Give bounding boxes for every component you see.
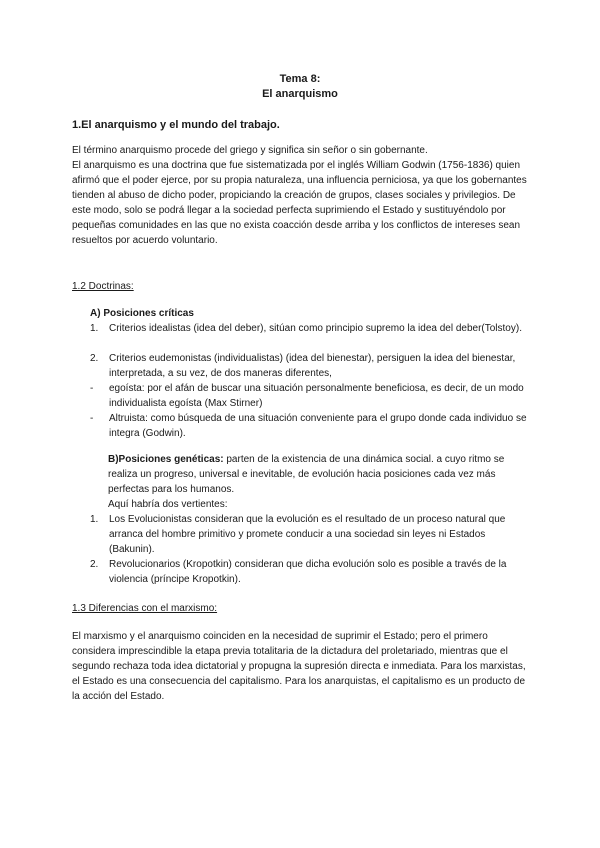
list-item-text: Revolucionarios (Kropotkin) consideran que dicha evolución solo es posible a través de la violencia (príncipe Kropotkin).: [109, 559, 507, 585]
list-marker: -: [90, 383, 94, 394]
document-title-line1: Tema 8:: [279, 73, 321, 85]
list-item-text: egoísta: por el afán de buscar una situación personalmente beneficiosa, es decir, de un modo individualista egoísta (Max Stirner): [109, 383, 524, 409]
list-item-text: Altruista: como búsqueda de una situación conveniente para el grupo donde cada individuo se integra (Godwin).: [109, 413, 527, 439]
list-item: [90, 411, 530, 441]
section3-heading: 1.3 Diferencias con el marxismo:: [72, 603, 218, 614]
subsection-b-heading: B)Posiciones genéticas:: [108, 454, 224, 465]
list-item-text: Los Evolucionistas consideran que la evolución es el resultado de un proceso natural que arranca del hombre primitivo y promete conducir a una sociedad sin leyes ni Estados (Bakunin).: [109, 514, 506, 555]
section1-paragraph-1: El término anarquismo procede del griego y significa sin señor o sin gobernante.: [72, 145, 428, 156]
list-item: [90, 512, 530, 557]
section2-heading: 1.2 Doctrinas:: [72, 281, 134, 292]
section1-heading: 1.El anarquismo y el mundo del trabajo.: [72, 119, 280, 131]
list-item: [90, 351, 530, 381]
list-item-text: Criterios eudemonistas (individualistas) (idea del bienestar), persiguen la idea del bienestar, interpretada, a su vez, de dos maneras diferentes,: [109, 353, 516, 379]
section1-paragraph-2: El anarquismo es una doctrina que fue sistematizada por el inglés William Godwin (1756-1836) quien afirmó que el poder ejerce, por su propia naturaleza, una influencia perniciosa, ya que los gobernantes tienden al abuso de dicho poder, propiciando la creación de grupos, clases sociales y privilegios. De este modo, solo se podrá llegar a la sociedad perfecta suprimiendo el Estado y sustituyéndolo por pequeñas comunidades en las que no exista coacción desde arriba y los conflictos de intereses sean resueltos por acuerdo voluntario.: [72, 160, 527, 246]
subsection-b-note: Aquí habría dos vertientes:: [108, 499, 228, 510]
subsection-a-heading: A) Posiciones críticas: [90, 308, 194, 319]
subsection-b-paragraph: [108, 452, 532, 497]
document-title-line2: El anarquismo: [262, 88, 338, 100]
list-marker: 2.: [90, 559, 99, 570]
list-item: [90, 321, 530, 336]
subsection-b-text: parten de la existencia de una dinámica social. a cuyo ritmo se realiza un progreso, universal e inevitable, de evolución hacia posiciones cada vez más perfectas para los humanos.: [108, 454, 505, 495]
list-item: [90, 381, 530, 411]
list-marker: -: [90, 413, 94, 424]
list-marker: 2.: [90, 353, 99, 364]
list-item: [90, 557, 530, 587]
list-marker: 1.: [90, 514, 99, 525]
list-item-text: Criterios idealistas (idea del deber), sitúan como principio supremo la idea del deber(Tolstoy).: [109, 323, 522, 334]
list-marker: 1.: [90, 323, 99, 334]
section3-paragraph-1: El marxismo y el anarquismo coinciden en la necesidad de suprimir el Estado; pero el primero considera imprescindible la etapa previa totalitaria de la dictadura del proletariado, mientras que el segundo rechaza toda idea dictatorial y propugna la supresión directa e inmediata. Para los marxistas, el Estado es una consecuencia del capitalismo. Para los anarquistas, el capitalismo es un producto de la acción del Estado.: [72, 631, 526, 702]
